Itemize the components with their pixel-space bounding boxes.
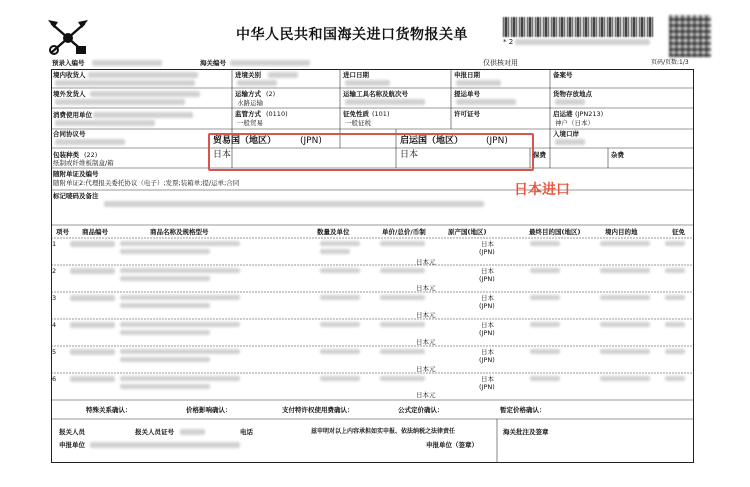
royalty-label: 支付特许权使用费确认：: [282, 406, 354, 414]
goods-header-levy: 征免: [672, 228, 685, 236]
transport-mode-label: 运输方式: [235, 90, 261, 98]
goods-row-currency: 日本元: [416, 258, 436, 266]
entry-port-label: 入境口岸: [553, 130, 579, 138]
goods-header-no: 项号: [56, 228, 69, 236]
departure-port-value: 神户（日本）: [555, 119, 594, 127]
goods-row-origin-code: (JPN): [479, 356, 495, 364]
declare-unit-label: 申报单位: [59, 441, 85, 449]
consumer-redacted: [93, 112, 193, 118]
entry-port-redacted: [555, 139, 585, 145]
goods-row-no: 5: [52, 348, 57, 356]
package-value: 纸制或纤维板制盒/箱: [53, 159, 114, 167]
trade-country-label: 贸易国（地区）: [213, 136, 277, 146]
declarant-cert-label: 报关人员证号: [135, 428, 174, 436]
goods-row-no: 1: [52, 240, 57, 248]
docs-value: 随附单证2:代理报关委托协议（电子）;发票;装箱单;提/运单;合同: [53, 179, 240, 187]
goods-row-origin: 日本: [481, 267, 494, 275]
supervision-label: 监管方式: [235, 110, 261, 118]
goods-row-currency: 日本元: [416, 391, 436, 399]
document-title: 中华人民共和国海关进口货物报关单: [236, 27, 468, 43]
marks-label: 标记唛码及备注: [53, 192, 99, 200]
goods-header-qty: 数量及单位: [317, 228, 350, 236]
overseas-shipper-label: 境外发货人: [53, 90, 86, 98]
package-code: (22): [84, 151, 98, 159]
goods-row-origin-code: (JPN): [479, 329, 495, 337]
goods-header-domestic-dest: 境内目的地: [605, 228, 638, 236]
marks-redacted: [104, 201, 484, 207]
declare-unit-redacted: [90, 442, 240, 448]
bl-label: 提运单号: [454, 90, 480, 98]
page-indicator: 页码/页数:1/3: [651, 59, 689, 66]
goods-row-no: 6: [52, 375, 57, 383]
goods-row-origin: 日本: [481, 375, 494, 383]
goods-row-no: 4: [52, 321, 57, 329]
goods-row-origin: 日本: [481, 240, 494, 248]
annotation-callout: 日本进口: [514, 182, 570, 198]
storage-label: 货物存放地点: [553, 90, 592, 98]
goods-header-destination: 最终目的国(地区): [529, 228, 581, 236]
goods-row-no: 3: [52, 294, 57, 302]
statement-text: 兹申明对以上内容承担如实申报、依法纳税之法律责任: [311, 428, 456, 435]
formula-price-label: 公式定价确认：: [398, 406, 444, 414]
record-no-label: 备案号: [553, 71, 573, 79]
docs-label: 随附单证及编号: [53, 170, 99, 178]
transport-mode-code: (2): [266, 90, 276, 98]
barcode-text: * 2: [503, 38, 514, 46]
highlight-box: [208, 133, 534, 171]
goods-row-currency: 日本元: [416, 338, 436, 346]
copy-note: 仅供核对用: [483, 59, 518, 67]
origin-country-label: 启运国（地区）: [400, 136, 464, 146]
declare-date-label: 申报日期: [454, 71, 480, 79]
import-date-label: 进口日期: [343, 71, 369, 79]
vessel-label: 运输工具名称及航次号: [343, 90, 408, 98]
price-impact-label: 价格影响确认：: [186, 406, 232, 414]
goods-row-no: 2: [52, 267, 57, 275]
overseas-shipper-redacted: [90, 91, 200, 97]
goods-row-origin: 日本: [481, 321, 494, 329]
origin-country-code: (JPN): [486, 136, 508, 146]
departure-port-code: (JPN213): [575, 110, 604, 118]
transport-mode-value: 水路运输: [237, 99, 263, 107]
special-relation-label: 特殊关系确认：: [86, 406, 132, 414]
supervision-code: (0110): [266, 110, 288, 118]
supervision-value: 一般贸易: [237, 119, 263, 127]
entry-customs-value-redacted: [237, 80, 277, 86]
consignee-redacted: [88, 72, 198, 78]
provisional-price-label: 暂定价格确认：: [500, 406, 546, 414]
prerecord-no-label: 预录入编号: [52, 59, 85, 67]
goods-row-origin-code: (JPN): [479, 302, 495, 310]
consignee-label: 境内收货人: [53, 71, 86, 79]
origin-country-value: 日本: [400, 150, 419, 160]
trade-country-code: (JPN): [300, 136, 322, 146]
goods-header-price: 单价/总价/币制: [382, 228, 426, 236]
consumer-label: 消费使用单位: [53, 111, 92, 119]
import-date-redacted: [345, 80, 390, 86]
goods-row-origin-code: (JPN): [479, 248, 495, 256]
goods-row-origin-code: (JPN): [479, 383, 495, 391]
customs-approval-label: 海关批注及签章: [503, 428, 549, 436]
consumer-name-redacted: [55, 120, 155, 126]
license-label: 许可证号: [454, 110, 480, 118]
goods-header-code: 商品编号: [82, 228, 108, 236]
package-label: 包装种类: [53, 151, 79, 159]
trade-country-value: 日本: [213, 150, 232, 160]
declare-date-redacted: [456, 80, 501, 86]
levy-value: 一般征税: [345, 119, 371, 127]
goods-row-origin: 日本: [481, 348, 494, 356]
contract-label: 合同协议号: [53, 130, 86, 138]
declarant-label: 报关人员: [59, 428, 85, 436]
storage-redacted: [555, 99, 585, 105]
goods-header-name: 商品名称及规格型号: [150, 228, 209, 236]
declare-unit-seal-label: 申报单位（签章）: [426, 441, 478, 449]
insurance-label: 保费: [533, 151, 546, 159]
declarant-cert-redacted: [180, 429, 205, 435]
contract-redacted: [55, 139, 125, 145]
bl-redacted: [456, 99, 516, 105]
goods-row-origin: 日本: [481, 294, 494, 302]
consignee-code-redacted: [55, 80, 195, 86]
departure-port-label: 启运港: [553, 110, 573, 118]
vessel-redacted: [345, 99, 425, 105]
entry-customs-label: 进境关别: [235, 71, 261, 79]
entry-customs-redacted: [268, 72, 298, 78]
goods-header-origin: 原产国(地区): [448, 228, 487, 236]
goods-row-origin-code: (JPN): [479, 275, 495, 283]
overseas-shipper-name-redacted: [55, 99, 185, 105]
levy-label: 征免性质: [343, 110, 369, 118]
levy-code: (101): [372, 110, 390, 118]
misc-label: 杂费: [611, 151, 624, 159]
goods-row-currency: 日本元: [416, 365, 436, 373]
goods-row-currency: 日本元: [416, 311, 436, 319]
customs-no-label: 海关编号: [200, 59, 226, 67]
phone-label: 电话: [240, 428, 253, 436]
goods-row-currency: 日本元: [416, 284, 436, 292]
